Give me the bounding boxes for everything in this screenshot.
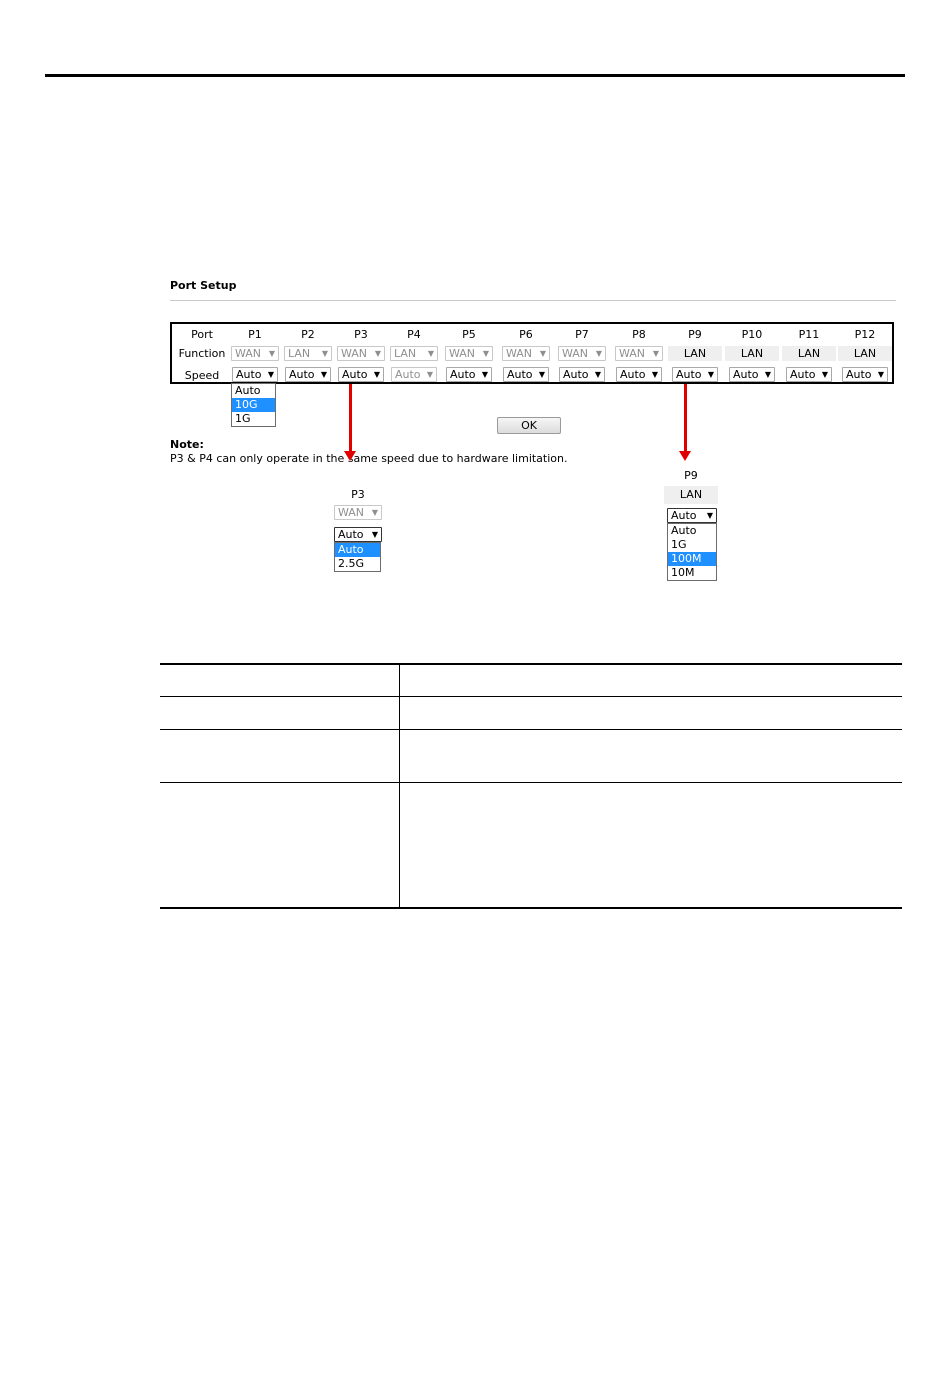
ok-button[interactable]: OK	[497, 417, 561, 434]
table-top-rule	[160, 663, 902, 665]
table-row-rule	[160, 782, 902, 783]
function-select-p2	[284, 346, 332, 361]
function-select-p7	[558, 346, 606, 361]
speed-select-p12[interactable]	[842, 367, 888, 382]
p1-speed-dropdown-list[interactable]	[231, 383, 276, 427]
speed-value: Auto	[846, 368, 872, 381]
speed-select-p2[interactable]	[285, 367, 331, 382]
chevron-down-icon: ▼	[482, 349, 489, 358]
speed-value: Auto	[289, 368, 315, 381]
function-value: LAN	[288, 347, 311, 360]
speed-select-p11[interactable]	[786, 367, 832, 382]
chevron-down-icon: ▼	[706, 511, 713, 520]
table-row-rule	[160, 729, 902, 730]
zoom-p3-port-label: P3	[351, 488, 365, 501]
speed-value: Auto	[620, 368, 646, 381]
function-value: WAN	[341, 347, 368, 360]
speed-value: Auto	[450, 368, 476, 381]
chevron-down-icon: ▼	[373, 370, 380, 379]
speed-select-p1[interactable]	[232, 367, 278, 382]
arrow-head-p3	[344, 451, 356, 461]
speed-value: Auto	[342, 368, 368, 381]
port-header-p7: P7	[575, 328, 589, 341]
section-title-divider	[170, 300, 896, 301]
chevron-down-icon: ▼	[320, 370, 327, 379]
row-label-port: Port	[191, 328, 213, 341]
zoom-p9-port-label: P9	[684, 469, 698, 482]
chevron-down-icon: ▼	[821, 370, 828, 379]
table-bottom-rule	[160, 907, 902, 909]
zoom-p9-function-value: LAN	[664, 486, 718, 504]
function-select-p8	[615, 346, 663, 361]
speed-select-p5[interactable]	[446, 367, 492, 382]
zoom-p9-speed-select[interactable]	[667, 508, 717, 523]
chevron-down-icon: ▼	[427, 349, 434, 358]
chevron-down-icon: ▼	[877, 370, 884, 379]
arrow-to-p3-zoom	[349, 384, 352, 452]
port-header-p4: P4	[407, 328, 421, 341]
arrow-head-p9	[679, 451, 691, 461]
chevron-down-icon: ▼	[426, 370, 433, 379]
chevron-down-icon: ▼	[374, 349, 381, 358]
dropdown-option[interactable]: Auto	[671, 524, 697, 537]
dropdown-option[interactable]: Auto	[335, 543, 380, 557]
port-header-p1: P1	[248, 328, 262, 341]
chevron-down-icon: ▼	[371, 508, 378, 517]
speed-select-p4	[391, 367, 437, 382]
function-value: WAN	[449, 347, 476, 360]
chevron-down-icon: ▼	[481, 370, 488, 379]
chevron-down-icon: ▼	[651, 370, 658, 379]
speed-value: Auto	[733, 368, 759, 381]
note-text: P3 & P4 can only operate in the same speed due to hardware limitation.	[170, 452, 568, 465]
speed-value: Auto	[236, 368, 262, 381]
port-header-p8: P8	[632, 328, 646, 341]
function-value: WAN	[619, 347, 646, 360]
port-header-p11: P11	[798, 328, 820, 341]
chevron-down-icon: ▼	[652, 349, 659, 358]
speed-value: Auto	[563, 368, 589, 381]
function-value: LAN	[394, 347, 417, 360]
chevron-down-icon: ▼	[539, 349, 546, 358]
port-header-p6: P6	[519, 328, 533, 341]
speed-select-p10[interactable]	[729, 367, 775, 382]
speed-select-p3[interactable]	[338, 367, 384, 382]
chevron-down-icon: ▼	[764, 370, 771, 379]
table-header-rule	[160, 696, 902, 697]
speed-select-p9[interactable]	[672, 367, 718, 382]
chevron-down-icon: ▼	[707, 370, 714, 379]
note-label: Note:	[170, 438, 204, 451]
function-select-p1	[231, 346, 279, 361]
row-label-speed: Speed	[184, 369, 220, 382]
chevron-down-icon: ▼	[594, 370, 601, 379]
dropdown-option[interactable]: 2.5G	[338, 557, 365, 570]
table-column-divider	[399, 663, 400, 909]
function-value: WAN	[506, 347, 533, 360]
speed-select-p8[interactable]	[616, 367, 662, 382]
port-header-p3: P3	[354, 328, 368, 341]
zoom-p3-function-value: WAN	[338, 506, 365, 519]
description-table	[160, 663, 902, 909]
dropdown-option[interactable]: 100M	[668, 552, 716, 566]
zoom-p3-speed-select[interactable]	[334, 527, 382, 542]
function-value: WAN	[235, 347, 262, 360]
speed-value: Auto	[676, 368, 702, 381]
row-label-function: Function	[178, 347, 226, 360]
port-header-p2: P2	[301, 328, 315, 341]
function-value-p11: LAN	[782, 346, 836, 361]
function-select-p6	[502, 346, 550, 361]
speed-value: Auto	[507, 368, 533, 381]
function-value-p12: LAN	[838, 346, 892, 361]
chevron-down-icon: ▼	[268, 349, 275, 358]
port-header-p5: P5	[462, 328, 476, 341]
chevron-down-icon: ▼	[371, 530, 378, 539]
dropdown-option[interactable]: 10M	[671, 566, 695, 579]
arrow-to-p9-zoom	[684, 384, 687, 452]
port-header-p10: P10	[741, 328, 763, 341]
function-value-p10: LAN	[725, 346, 779, 361]
zoom-p9-speed-dropdown-list[interactable]	[667, 523, 717, 581]
port-header-p12: P12	[854, 328, 876, 341]
dropdown-option[interactable]: 1G	[235, 412, 251, 425]
zoom-p3-function-select	[334, 505, 382, 520]
chevron-down-icon: ▼	[595, 349, 602, 358]
section-title: Port Setup	[170, 279, 237, 292]
dropdown-option[interactable]: 10G	[232, 398, 275, 412]
function-value-p9: LAN	[668, 346, 722, 361]
function-value: WAN	[562, 347, 589, 360]
chevron-down-icon: ▼	[538, 370, 545, 379]
dropdown-option[interactable]: 1G	[671, 538, 687, 551]
port-setup-table	[170, 322, 894, 384]
speed-value: Auto	[790, 368, 816, 381]
function-select-p3	[337, 346, 385, 361]
chevron-down-icon: ▼	[321, 349, 328, 358]
zoom-p9-speed-value: Auto	[671, 509, 697, 522]
speed-value: Auto	[395, 368, 421, 381]
port-header-p9: P9	[688, 328, 702, 341]
zoom-p3-speed-dropdown-list[interactable]	[334, 542, 381, 572]
chevron-down-icon: ▼	[267, 370, 274, 379]
zoom-p3-speed-value: Auto	[338, 528, 364, 541]
function-select-p5	[445, 346, 493, 361]
page-top-rule	[45, 74, 905, 77]
function-select-p4	[390, 346, 438, 361]
speed-select-p6[interactable]	[503, 367, 549, 382]
dropdown-option[interactable]: Auto	[235, 384, 261, 397]
speed-select-p7[interactable]	[559, 367, 605, 382]
